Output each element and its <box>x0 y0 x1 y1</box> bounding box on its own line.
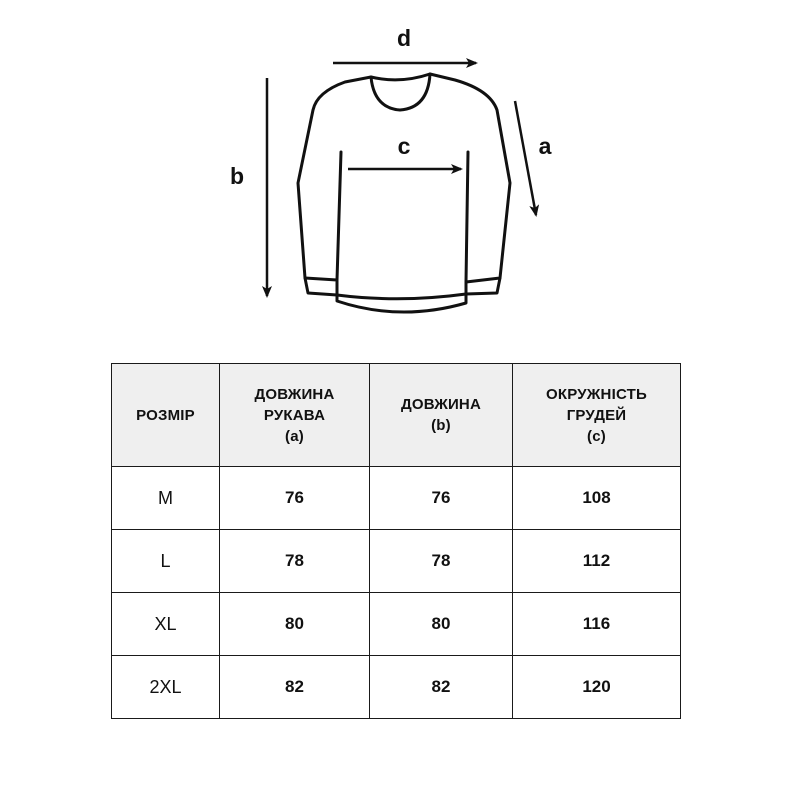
table-row <box>112 656 681 719</box>
label-c: c <box>397 133 411 159</box>
chest-cell: 108 <box>513 467 681 530</box>
header-line: ДОВЖИНА <box>400 396 482 413</box>
table-row <box>112 530 681 593</box>
header-line: РОЗМІР <box>136 406 195 424</box>
header-chest-circumference <box>513 364 681 467</box>
sweatshirt-outline <box>298 74 510 312</box>
sweatshirt-measurement-diagram <box>0 0 800 340</box>
length-cell: 78 <box>370 530 513 593</box>
label-b: b <box>229 163 245 189</box>
header-line: (a) <box>285 427 304 445</box>
size-table-body <box>112 467 681 719</box>
sleeve-cell: 82 <box>220 656 370 719</box>
size-cell: M <box>112 467 220 530</box>
table-row <box>112 467 681 530</box>
label-d: d <box>396 25 412 51</box>
length-cell: 76 <box>370 467 513 530</box>
size-cell: L <box>112 530 220 593</box>
sleeve-cell: 80 <box>220 593 370 656</box>
header-line: ГРУДЕЙ <box>566 406 627 424</box>
length-cell: 80 <box>370 593 513 656</box>
sleeve-cell: 76 <box>220 467 370 530</box>
sleeve-cell: 78 <box>220 530 370 593</box>
arrow-a <box>515 101 536 215</box>
header-size <box>112 364 220 467</box>
header-line: ОКРУЖНІСТЬ <box>546 385 647 403</box>
size-cell: 2XL <box>112 656 220 719</box>
chest-cell: 112 <box>513 530 681 593</box>
table-row <box>112 593 681 656</box>
chest-cell: 116 <box>513 593 681 656</box>
length-cell: 82 <box>370 656 513 719</box>
header-line: (b) <box>431 417 451 434</box>
label-a: a <box>538 133 552 159</box>
header-sleeve-length <box>220 364 370 467</box>
header-line: РУКАВА <box>263 406 326 424</box>
header-line: (c) <box>587 427 606 445</box>
size-table-header <box>112 364 681 467</box>
header-line: ДОВЖИНА <box>254 385 335 403</box>
size-cell: XL <box>112 593 220 656</box>
header-length <box>370 364 513 467</box>
size-chart-table <box>111 363 681 719</box>
chest-cell: 120 <box>513 656 681 719</box>
header-row <box>112 364 681 467</box>
